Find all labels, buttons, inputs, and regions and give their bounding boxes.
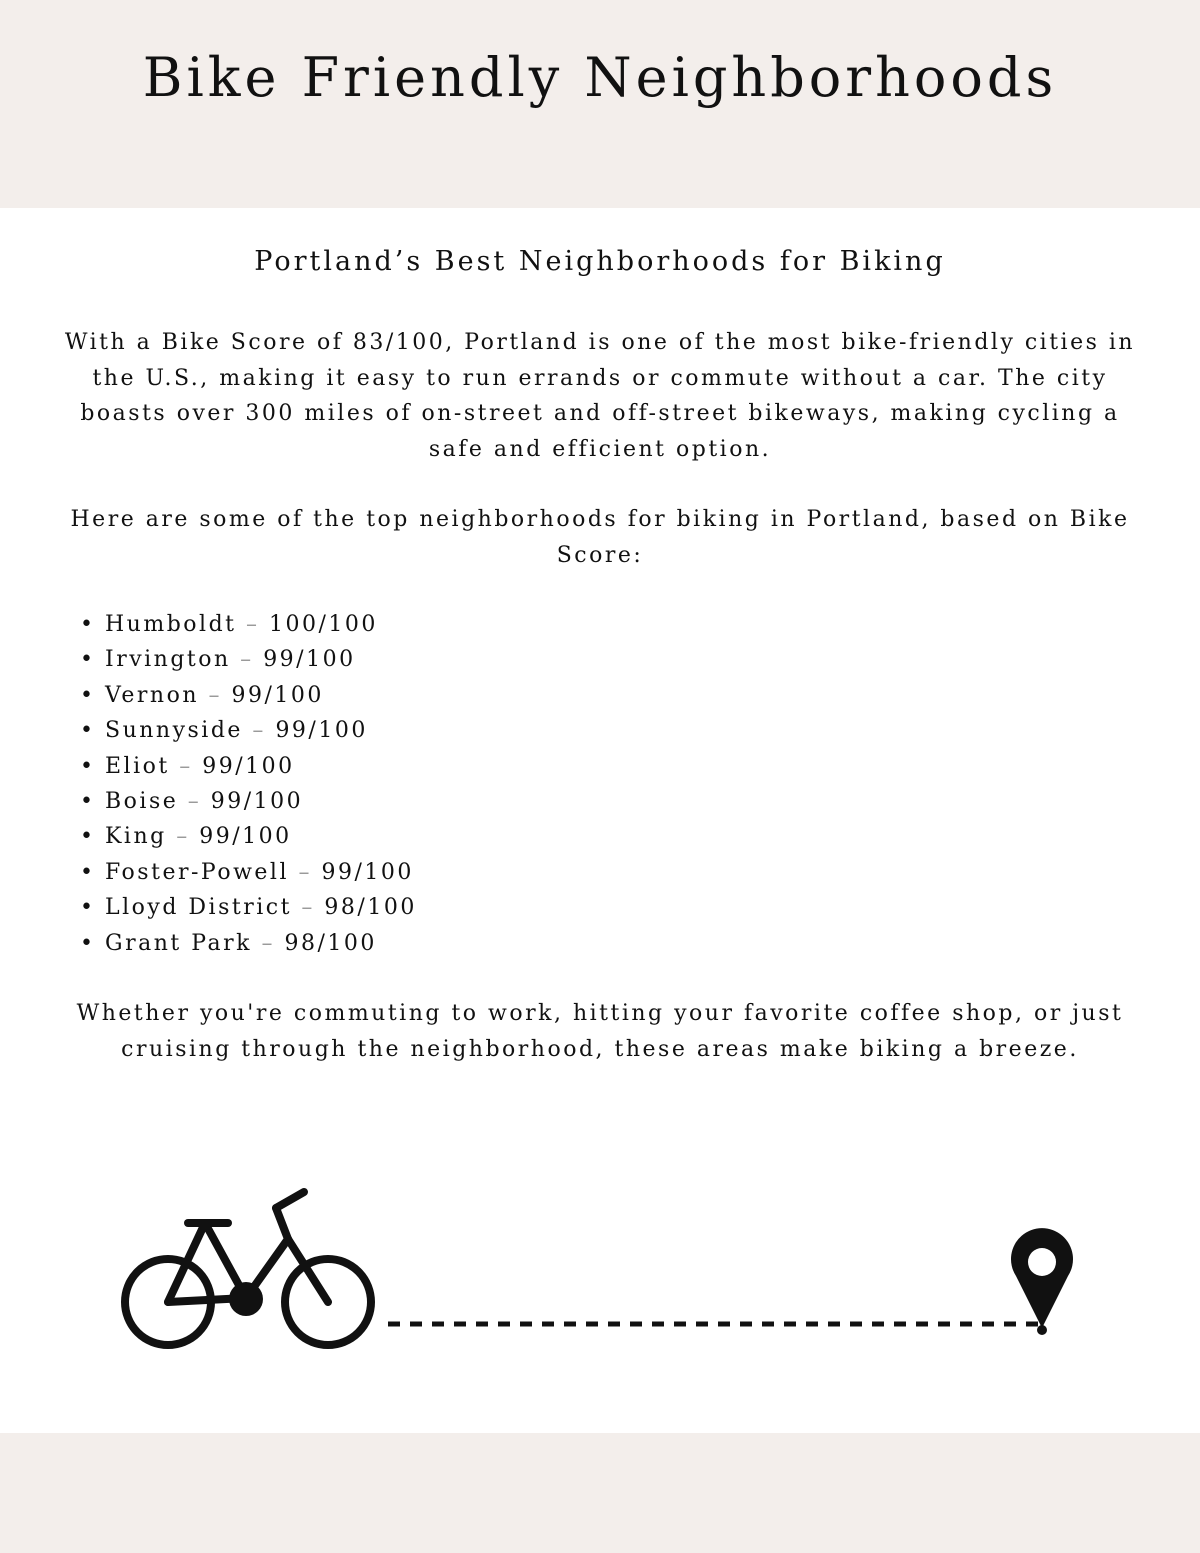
neighborhood-name: Humboldt	[105, 612, 237, 637]
bullet-icon: •	[80, 824, 96, 850]
bike-score: 100/100	[269, 612, 378, 637]
bike-score: 99/100	[263, 647, 356, 673]
bullet-icon: •	[80, 930, 96, 956]
closing-paragraph: Whether you're commuting to work, hitting your favorite coffee shop, or just cruising through the neighborhood, these areas make biking a breeze.	[76, 1001, 1124, 1062]
separator: –	[199, 682, 232, 708]
list-item	[80, 784, 417, 819]
list-item	[80, 819, 417, 854]
intro-paragraph: With a Bike Score of 83/100, Portland is one of the most bike-friendly cities in the U.S., making it easy to run errands or commute without a car. The city boasts over 300 miles of on-street and off-street bikeways, making cycling a safe and efficient option.	[64, 330, 1136, 462]
separator: –	[236, 612, 270, 637]
separator: –	[289, 859, 322, 885]
bike-route-graphic	[0, 1180, 1200, 1360]
list-item	[80, 926, 417, 961]
neighborhood-name: King	[105, 824, 167, 850]
map-pin-icon	[1011, 1228, 1073, 1335]
separator: –	[166, 824, 200, 850]
list-item	[80, 642, 417, 677]
neighborhood-name: Foster-Powell	[105, 859, 289, 885]
neighborhood-name: Boise	[105, 789, 179, 815]
bullet-icon: •	[80, 612, 96, 637]
bike-score: 99/100	[210, 789, 304, 815]
separator: –	[242, 718, 276, 744]
neighborhood-name: Eliot	[105, 753, 170, 779]
list-item	[80, 855, 417, 890]
bullet-icon: •	[80, 789, 96, 815]
bicycle-icon	[125, 1192, 371, 1345]
bullet-icon: •	[80, 859, 96, 885]
bike-score: 98/100	[284, 930, 377, 956]
section-subtitle: Portland’s Best Neighborhoods for Biking	[254, 246, 946, 277]
neighborhood-name: Lloyd District	[105, 895, 292, 921]
bike-score: 99/100	[321, 859, 414, 885]
bullet-icon: •	[80, 753, 96, 779]
bike-score: 98/100	[324, 895, 417, 921]
bike-score: 99/100	[231, 682, 324, 708]
list-item	[80, 678, 417, 713]
bike-score: 99/100	[202, 753, 295, 779]
separator: –	[252, 930, 285, 956]
list-item	[80, 749, 417, 784]
list-item	[80, 890, 417, 925]
bike-score: 99/100	[199, 824, 292, 850]
separator: –	[178, 789, 211, 815]
list-item	[80, 607, 417, 642]
bike-score: 99/100	[275, 718, 368, 744]
bullet-icon: •	[80, 718, 96, 744]
footer-band	[0, 1433, 1200, 1553]
bullet-icon: •	[80, 895, 96, 921]
page-title: Bike Friendly Neighborhoods	[142, 46, 1058, 109]
neighborhood-name: Vernon	[105, 682, 199, 708]
bullet-icon: •	[80, 647, 96, 673]
neighborhood-name: Irvington	[105, 647, 231, 673]
list-item	[80, 713, 417, 748]
neighborhood-name: Sunnyside	[105, 718, 243, 744]
separator: –	[169, 753, 203, 779]
neighborhood-list	[80, 607, 417, 961]
neighborhood-name: Grant Park	[105, 930, 252, 956]
separator: –	[230, 647, 264, 673]
separator: –	[291, 895, 325, 921]
bullet-icon: •	[80, 682, 96, 708]
list-lead-paragraph: Here are some of the top neighborhoods for biking in Portland, based on Bike Score:	[70, 507, 1130, 568]
